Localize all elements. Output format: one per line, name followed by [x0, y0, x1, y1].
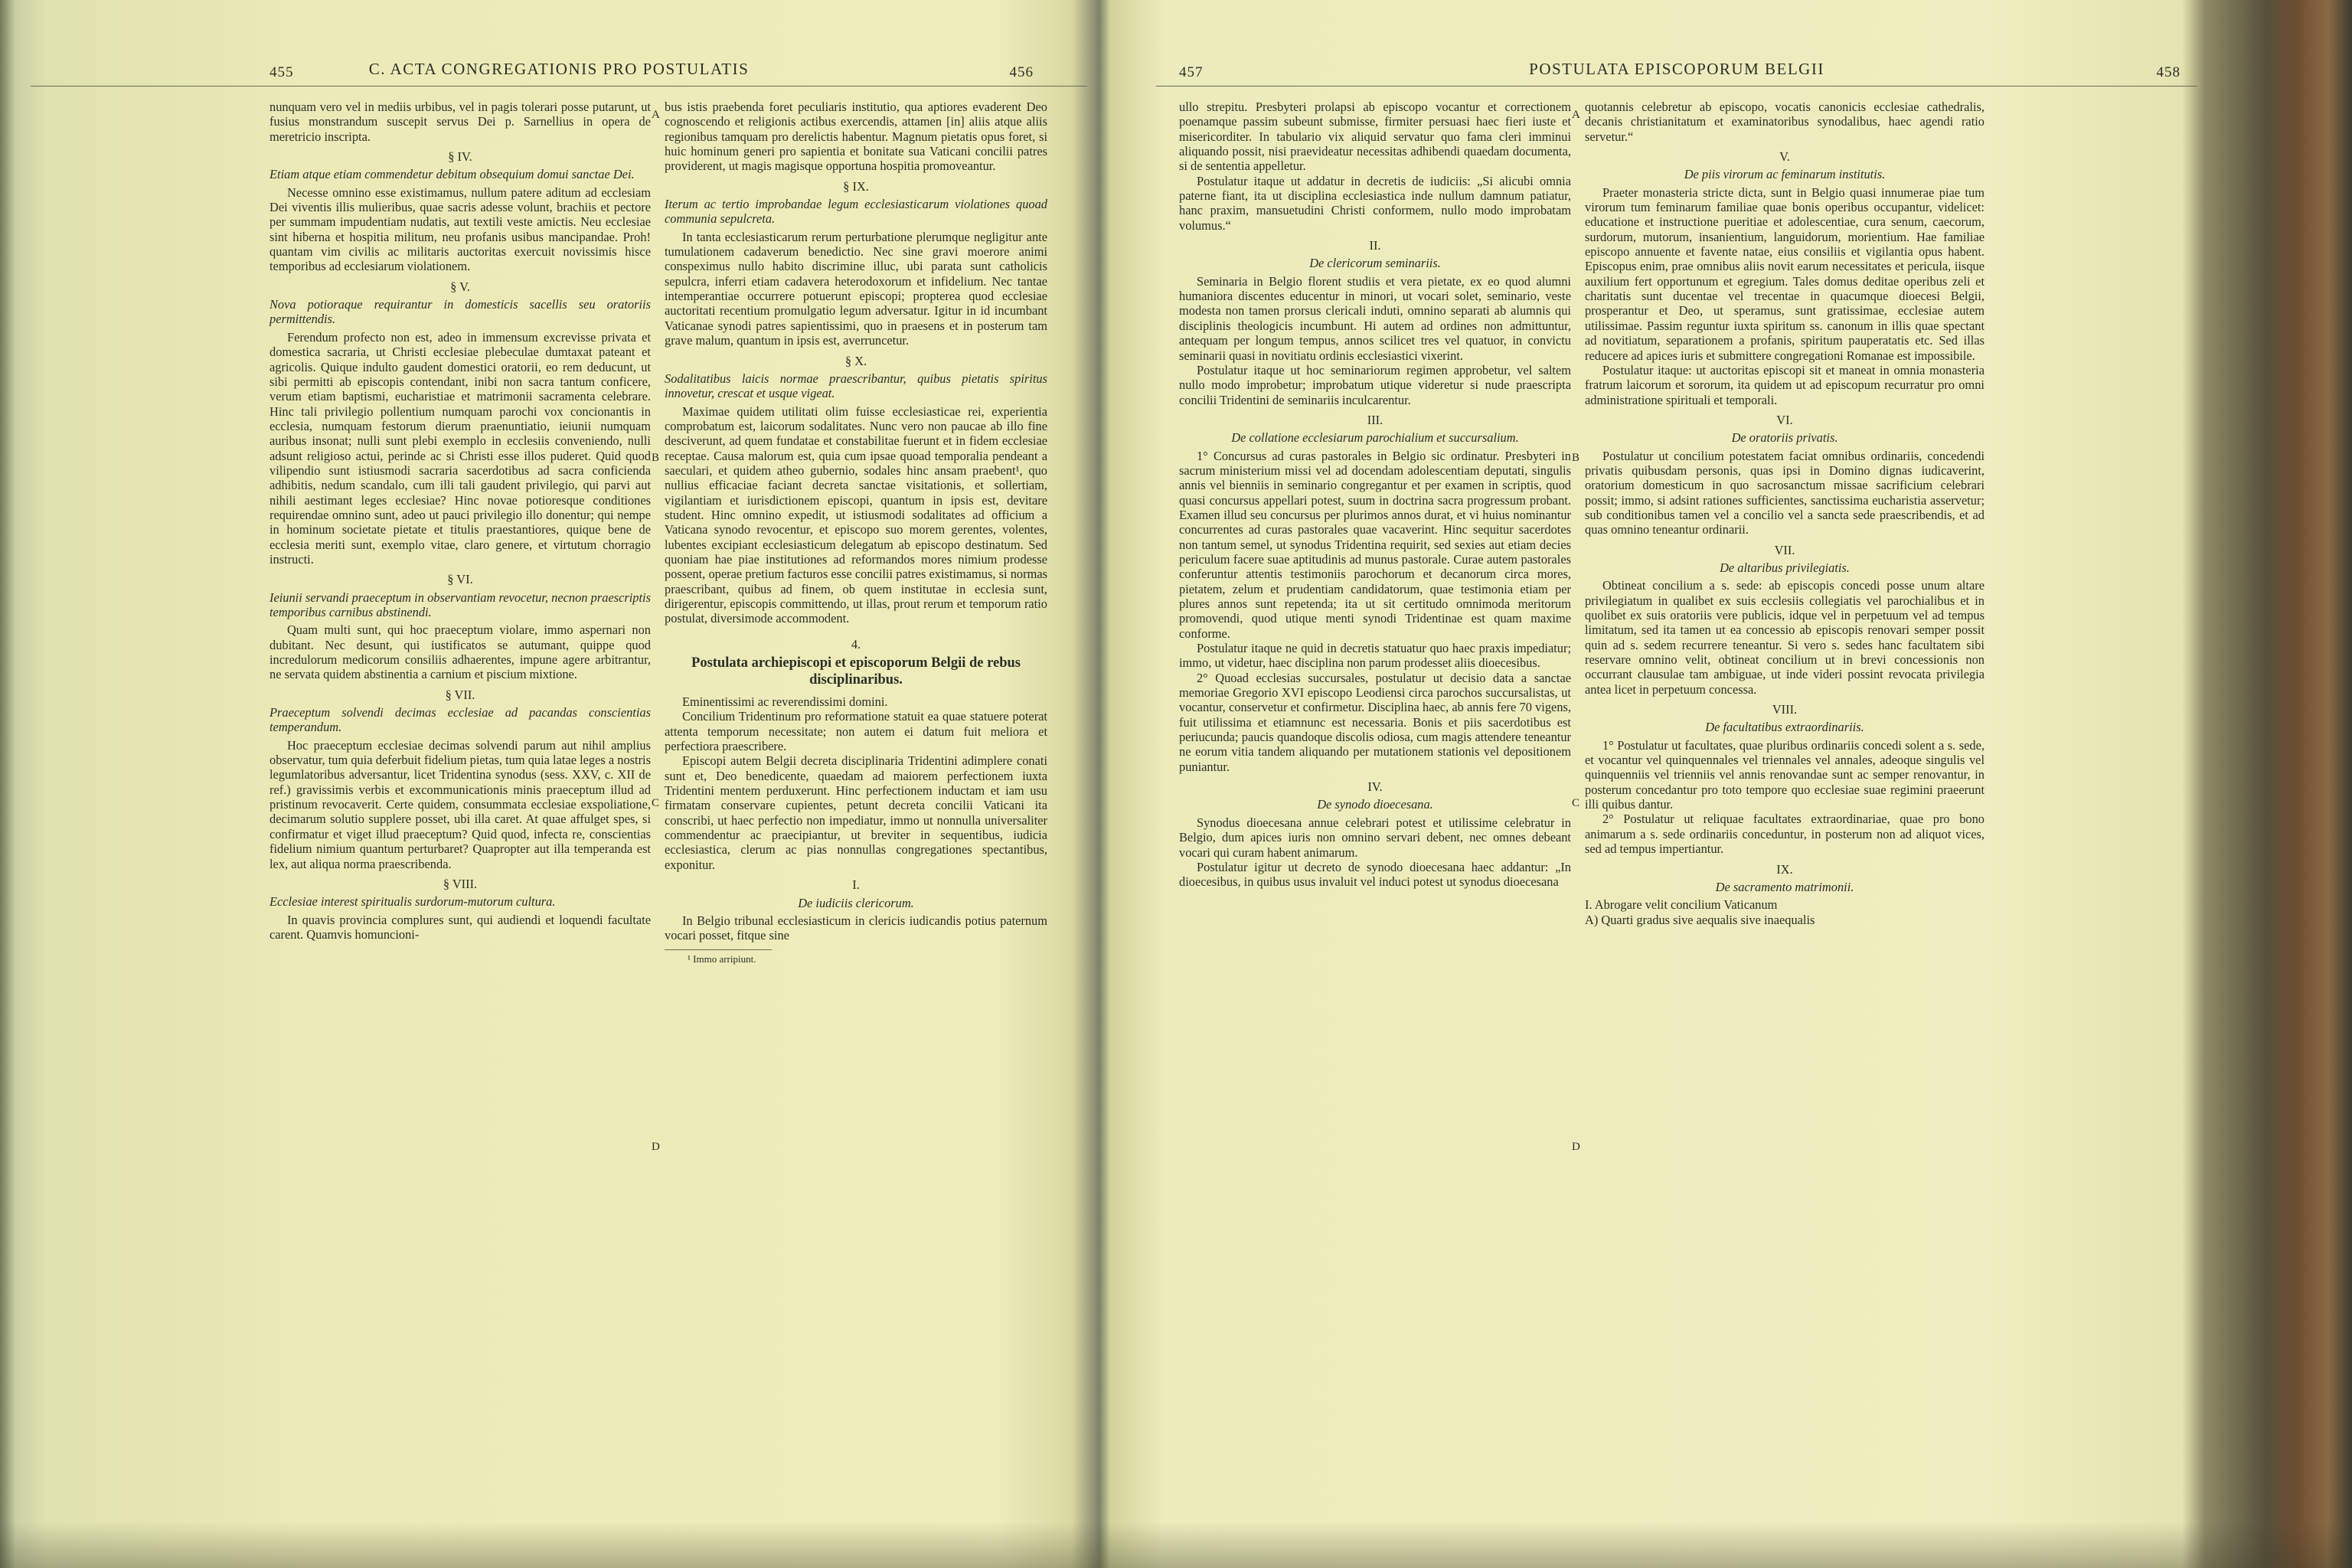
right-page-column-1: [1179, 100, 1571, 890]
paragraph: Postulatur itaque: ut auctoritas episcopi sit et maneat in omnia monasteria fratrum laicorum et sororum, ita quidem ut ad episcopum recurratur pro omni administratione spirituali et temporali.: [1585, 362, 1984, 407]
paragraph: Postulatur itaque ut hoc seminariorum regimen approbetur, vel saltem nullo modo improbetur; improbatum utique videretur si nude praescripta concilii Tridentini de seminariis inculcarentur.: [1179, 362, 1571, 407]
section-number: VI.: [1776, 412, 1793, 427]
margin-letter: A: [1572, 109, 1580, 121]
section-heading: Nova potioraque requirantur in domesticis sacellis seu oratoriis permittendis.: [270, 297, 651, 327]
right-page: [1156, 0, 2197, 1568]
section-number: § VII.: [445, 687, 475, 702]
section-number: VII.: [1774, 542, 1795, 557]
paragraph: Postulatur itaque ut addatur in decretis de iudiciis: „Si alicubi omnia paterne fiant, ita ut disciplina ecclesiastica inde nullum damnum patiatur, hanc praxim, mansuetudini Christi conformem, nullo modo improbatam volumus.“: [1179, 173, 1571, 233]
section-heading: Praeceptum solvendi decimas ecclesiae ad pacandas conscientias temperandum.: [270, 705, 651, 735]
section-number: § IV.: [448, 149, 472, 165]
header-rule-left: [31, 86, 1087, 87]
section-number: V.: [1779, 149, 1790, 165]
section-number: VIII.: [1772, 702, 1798, 717]
paragraph: 1° Postulatur ut facultates, quae pluribus ordinariis concedi solent a s. sede, et vocantur vel quinquennales vel triennales vel annales, adeoque singulis vel quinquenniis vel trienniis vel annis renovandae sunt ac semper renovantur, in posterum concedantur pro toto tempore quo ecclesiae suae regimini praeerunt illi quibus dantur.: [1585, 737, 1984, 812]
paragraph: Obtineat concilium a s. sede: ab episcopis concedi posse unum altare privilegiatum in qualibet ex suis ecclesiis collegiatis vel parochialibus et in quolibet ex suis oratoriis vere publicis, idque vel in perpetuum vel ad tempus limitatum, sed ita tamen ut ea concessio ab episcopis renovari semper possit quin ad s. sedem recurrere teneantur. Si vero s. sedes hanc facultatem sibi reservare omnino velit, obtineat concilium ut in brevi concessionis non occurrant clausulae tam ambiguae, ut inde videri possint revocata privilegia antea licet in perpetuum concessa.: [1585, 578, 1984, 697]
left-page-header: [31, 57, 1087, 87]
section-heading: De piis virorum ac feminarum institutis.: [1684, 167, 1886, 182]
section-heading: De facultatibus extraordinariis.: [1705, 720, 1864, 735]
section-heading: Ecclesiae interest spiritualis surdorum-mutorum cultura.: [270, 894, 556, 910]
paragraph: Maximae quidem utilitati olim fuisse ecclesiasticae rei, experientia comprobatum est, laicorum sodalitates. Nunc vero non paucae ab illo fine desciverunt, ad quem fundatae et constabilitae fuerunt et in fidem ecclesiae receptae. Causa malorum est, quia cum ipsae quoad temporalia pendeant a saeculari, et quidem atheo gubernio, sodales hinc ansam praebent¹, quo nullius efficaciae faciant decreta sanctae visitationis, et sollertiam, vigilantiam et iurisdictionem episcopi, quantum in ipsis est, devitare student. Hinc omnino expedit, ut istiusmodi sodalitates ad officium a Vaticana synodo revocentur, et episcopo suo morem gerentes, volentes, lubentes excipiant ecclesiasticum delegatum ab episcopo destinatum. Sed quoniam hae piae institutiones ad reformandos mores nimium prodesse possent, operae pretium facturos esse concilii patres existimamus, si normas praescribant, quibus ad finem, ob quem institutae in ecclesia sunt, dirigerentur, episcopis committendo, ut illas, prout rerum et temporum ratio postulat, diversimode accommodent.: [665, 403, 1047, 626]
paragraph: Quam multi sunt, qui hoc praeceptum violare, immo aspernari non dubitant. Nec desunt, qui iustificatos se autumant, quippe quod incredulorum medicorum consiliis adhaerentes, impune agere arbitrantur, ne servata quidem abstinentia a carnium et piscium mixtione.: [270, 622, 651, 682]
paragraph: ullo strepitu. Presbyteri prolapsi ab episcopo vocantur et correctionem poenamque passim subeunt submisse, firmiter persuasi haec fieri iuste et misericorditer. In tabulario vix aliquid servatur quo fama cleri imminui aliquando possit, nisi praevideatur necessitas adhibendi quaedam documenta, si de sententia appelletur.: [1179, 100, 1571, 174]
margin-letter: A: [652, 109, 660, 121]
chapter-number: 4.: [851, 636, 861, 652]
paragraph: 2° Postulatur ut reliquae facultates extraordinariae, quae pro bono animarum a s. sede ordinariis conceduntur, in posterum non ad aliquot vices, sed ad tempus impertiantur.: [1585, 812, 1984, 857]
paragraph: quotannis celebretur ab episcopo, vocatis canonicis ecclesiae cathedralis, decanis christianitatum et examinatoribus synodalibus, haec agendi ratio servetur.“: [1585, 100, 1984, 144]
section-number: § VIII.: [443, 876, 478, 891]
section-heading: De altaribus privilegiatis.: [1720, 560, 1850, 575]
margin-letter: C: [1572, 797, 1580, 809]
section-number: I.: [852, 877, 860, 893]
paragraph: Necesse omnino esse existimamus, nullum patere aditum ad ecclesiam Dei viventis illis mulieribus, quae sacris adesse volunt, brachiis et pectore per summam impudentiam nudatis, aut textili veste amictis. Neu ecclesiae sint hiberna et hospitia militum, neu profanis usibus mancipandae. Proh! quantam vim civilis ac militaris auctoritas exercuit novissimis hisce temporibus ad ecclesiarum violationem.: [270, 185, 651, 274]
paragraph: Concilium Tridentinum pro reformatione statuit ea quae statuere poterat attenta temporum necessitate; non autem ei datum fuit meliora et perfectiora praescribere.: [665, 709, 1047, 754]
footnote: ¹ Immo arripiunt.: [665, 949, 772, 966]
running-title-left: C. ACTA CONGREGATIONIS PRO POSTULATIS: [368, 60, 750, 78]
section-heading: Iterum ac tertio improbandae legum ecclesiasticarum violationes quoad communia sepulcreta.: [665, 197, 1047, 227]
paragraph: A) Quarti gradus sive aequalis sive inaequalis: [1585, 912, 1815, 927]
running-title-right: POSTULATA EPISCOPORUM BELGII: [1529, 60, 1824, 78]
paragraph: nunquam vero vel in mediis urbibus, vel in pagis tolerari posse putarunt, ut fusius monstrandum suscepit servus Dei p. Sarnellius in opera de meretricio inscripta.: [270, 100, 651, 144]
margin-letter: D: [1572, 1141, 1580, 1153]
section-heading: Ieiunii servandi praeceptum in observantiam revocetur, necnon praescriptis temporibus carnibus abstinendi.: [270, 590, 651, 619]
section-number: II.: [1369, 238, 1381, 253]
paragraph: Episcopi autem Belgii decreta disciplinaria Tridentini adimplere conati sunt et, Deo benedicente, quaedam ad maiorem perfectionem iuxta Tridentini mentem perduxerunt. Hinc perfectionem inductam et iam usu firmatam conservare cupientes, petunt decreta concilii Vaticani ita conscribi, ut haec perfectio non impediatur, immo ut nonnulla universaliter commendentur ac praecipiantur, ut breviter in sequentibus, iudicia ecclesiastica, clerum ac pias nonnullas congregationes spectantibus, exponitur.: [665, 753, 1047, 872]
chapter-heading: Postulata archiepiscopi et episcoporum Belgii de rebus disciplinaribus.: [691, 655, 1021, 688]
section-number: IV.: [1367, 779, 1383, 795]
paragraph: In tanta ecclesiasticarum rerum perturbatione plerumque negligitur ante tumulationem cadaverum benedictio. Nec sine gravi moerore animi conspeximus nullo habito discrimine illuc, ubi parata sunt catholicis sepulcra, inferri etiam cadavera heterodoxorum et infidelium. Nec tantae intemperantiae occurrere potuerunt episcopi; propterea quod ecclesiae auctoritati recentium promulgatio legum adversatur. Igitur in id incumbant Vaticanae synodi patres sapientissimi, quo in praesens et in posterum tam grave malum, quantum in ipsis est, averruncetur.: [665, 229, 1047, 348]
section-number: IX.: [1776, 861, 1793, 877]
section-heading: De iudiciis clericorum.: [798, 895, 914, 910]
page-bottom-shadow: [0, 1522, 2352, 1568]
section-heading: De collatione ecclesiarum parochialium et succursalium.: [1231, 430, 1519, 446]
section-number: § IX.: [843, 178, 869, 194]
right-page-header: [1156, 57, 2197, 87]
left-page: [31, 0, 1087, 1568]
left-page-column-2: [665, 100, 1047, 966]
paragraph: Seminaria in Belgio florent studiis et vera pietate, ex eo quod alumni humaniora discentes educentur in minori, ut vocari solet, seminario, veste modesta non tamen prorsus clericali induti, omnino separati ab alumnis qui disciplinis theologicis incumbunt. Hi autem ad ordines non admittuntur, antequam per longum tempus, annos scilicet tres vel quatuor, in convictu seminarii quasi in novitiatu ordinis ecclesiastici vixerint.: [1179, 273, 1571, 363]
section-heading: De sacramento matrimonii.: [1715, 879, 1854, 894]
paragraph: Praeter monasteria stricte dicta, sunt in Belgio quasi innumerae piae tum virorum tum feminarum familiae quae bonis operibus occupantur, videlicet: educatione et instructione pueritiae et adolescentiae, cura senum, caecorum, surdorum, mutorum, insanientium, languidorum, morientium. Hae familiae episcopo annuente et favente natae, eius consiliis et vigilantia opus habent. Episcopus enim, prae omnibus aliis novit earum necessitates et pericula, iisque auxilium fert opportunum et egregium. Tales domus deditae operibus zeli et charitatis sunt ducentae vel trecentae in quacumque dioecesi Belgii, prosperantur et Deo, ut speramus, sunt gratissimae, ecclesiae autem utilissimae. Passim reguntur iuxta spiritum ss. canonum in illis quae spectant ad novitiatum, separationem a profanis, spiritum pauperatatis etc. Sed illas reducere ad apices iuris et submittere congregationi Romanae est impossibile.: [1585, 185, 1984, 363]
margin-letter: B: [652, 452, 660, 464]
section-heading: De synodo dioecesana.: [1317, 797, 1433, 812]
paragraph: Postulatur itaque ne quid in decretis statuatur quo haec praxis impediatur; immo, ut videtur, haec disciplina non parum prodesset aliis dioecesibus.: [1179, 641, 1571, 671]
paragraph: bus istis praebenda foret peculiaris institutio, qua aptiores evaderent Deo cognoscendo et religionis actibus exercendis, attamen [in] aliis atque aliis regionibus tamquam pro derelictis habentur. Magnum pietatis opus foret, si huic hominum generi pro sapientia et bonitate sua Vaticani concilii patres providerent, ut magis magisque opportuna hospitia promoveantur.: [665, 100, 1047, 174]
paragraph: In quavis provincia complures sunt, qui audiendi et loquendi facultate carent. Quamvis homuncioni-: [270, 912, 651, 942]
page-number-458: 458: [2156, 64, 2180, 80]
paragraph: Hoc praeceptum ecclesiae decimas solvendi parum aut nihil amplius observatur, tum quia deferbuit fidelium pietas, tum quia latae leges a nostris legumlatoribus adversantur, licet Tridentina synodus (sess. XXV, c. XII de ref.) gravissimis verbis et excommunicationis minis praeceptum illud ad pristinum revocaverit. Certe quidem, consummata ecclesiae exspoliatione, decimarum solutio supplere posset, ubi illa caret. At quae affulget spes, si confirmatur et viget illud praeceptum? Quid quod, infecta re, conscientias fidelium nimium quantum perturbaret? Quapropter aut illa temperanda est lex, aut aliqua norma praescribenda.: [270, 737, 651, 871]
paragraph: Synodus dioecesana annue celebrari potest et utilissime celebratur in Belgio, dum apices iuris non omnino servari debent, nec omnes debeant vocari qui curam habent animarum.: [1179, 815, 1571, 860]
section-heading: Sodalitatibus laicis normae praescribantur, quibus pietatis spiritus innovetur, crescat et usque vigeat.: [665, 371, 1047, 401]
section-heading: Etiam atque etiam commendetur debitum obsequium domui sanctae Dei.: [270, 167, 635, 182]
paragraph: I. Abrogare velit concilium Vaticanum: [1585, 897, 1778, 913]
page-number-457: 457: [1179, 64, 1204, 80]
margin-letter: C: [652, 797, 660, 809]
paragraph: Postulatur ut concilium potestatem faciat omnibus ordinariis, concedendi privatis quibusdam personis, quas ipsi in Domino dignas iudicaverint, oratorium domesticum in quo sacrosanctum missae sacrificium celebrari possit; immo, si adsint rationes sufficientes, sanctissima eucharistia asservetur; sub conditionibus tamen vel a concilio vel a sancta sede praescribendis, et ad quas omnino teneantur ordinarii.: [1585, 448, 1984, 537]
section-heading: De clericorum seminariis.: [1309, 256, 1441, 271]
margin-letter: D: [652, 1141, 660, 1153]
page-number-456: 456: [1009, 64, 1034, 80]
section-number: § VI.: [447, 572, 473, 587]
section-number: § V.: [450, 279, 470, 294]
paragraph: Eminentissimi ac reverendissimi domini.: [681, 694, 888, 710]
left-page-column-1: [270, 100, 651, 942]
header-rule-right: [1156, 86, 2197, 87]
section-heading: De oratoriis privatis.: [1731, 430, 1838, 446]
section-number: § X.: [844, 353, 867, 368]
right-page-column-2: [1585, 100, 1984, 927]
paragraph: In Belgio tribunal ecclesiasticum in clericis iudicandis potius paternum vocari posset, fitque sine: [665, 913, 1047, 943]
paragraph: 1° Concursus ad curas pastorales in Belgio sic ordinatur. Presbyteri in sacrum ministerium missi vel ad docendam adolescentiam deputati, singulis annis vel bienniis in seminario congregantur et per examen in scriptis, quod quasi concursus appellari potest, suum in doctrina sacra progressum probant. Examen illud seu concursus per plurimos annos durat, et vi huius nominantur concurrentes ad curas pastorales quae vacaverint. Hinc sequitur sacerdotes non tantum semel, ut synodus Tridentina requirit, sed sexies aut etiam decies periculum facere suae aptitudinis ad munus pastorale. Curae autem pastorales conferuntur attentis testimoniis parochorum et decanorum circa mores, pietatem, zelum et prudentiam candidatorum, quae testimonia etiam per plures annos sunt repetenda; ita ut sit certitudo omnimoda meritorum promovendi, quod utique menti synodi Tridentinae est quam maxime conforme.: [1179, 448, 1571, 641]
paragraph: Ferendum profecto non est, adeo in immensum excrevisse privata et domestica sacraria, ut Christi ecclesiae plebeculae dumtaxat pateant et agricolis. Quique indulto gaudent domestici oratorii, eo rem deducunt, ut sibi permitti ab episcopis contendant, inibi non sacra tantum conficere, verum etiam baptismi, eucharistiae et matrimonii sacramenta celebrare. Hinc tali privilegio pollentium numquam parochi vox concionantis in ecclesia, numquam festorum dierum praenuntiatio, ieiunii numquam auribus insonat; nulli sunt plebi exemplo in ecclesiis conveniendo, nulli adsunt religioso actui, perinde ac si Christi esse illos puderet. Quid quod vilipendio sunt istiusmodi sacraria sacerdotibus ad sacra conficienda adhibitis, nedum scandalo, cum illi tali gaudent privilegio, qui parvi aut nihili aestimant leges ecclesiae? Hinc novae potioresque conditiones requirendae omnino sunt, adeo ut pauci privilegio illo donentur; qui nempe in hominum societate pietate et titulis praestantiores, quique bene de ecclesia meriti sunt, exemplo vitae, claro genere, et virtutum chorragio instructi.: [270, 329, 651, 567]
paragraph: Postulatur igitur ut decreto de synodo dioecesana haec addantur: „In dioecesibus, in quibus usus invaluit vel induci potest ut synodus dioecesana: [1179, 859, 1571, 890]
paragraph: 2° Quoad ecclesias succursales, postulatur ut decisio data a sanctae memoriae Gregorio XVI episcopo Leodiensi circa parochos succursalistas, ut vocantur, conservetur et confirmetur. Disciplina haec, ab annis fere 70 vigens, fuit utilissima et etiamnunc est necessaria. Bonis et piis sacerdotibus est periucunda; paucis quandoque discolis odiosa, cum magis attendere teneantur ne eorum vitia tandem aliquando per mutationem stationis vel depositionem puniantur.: [1179, 670, 1571, 774]
margin-letter: B: [1572, 452, 1580, 464]
section-number: III.: [1367, 412, 1383, 427]
page-number-455: 455: [270, 64, 294, 80]
